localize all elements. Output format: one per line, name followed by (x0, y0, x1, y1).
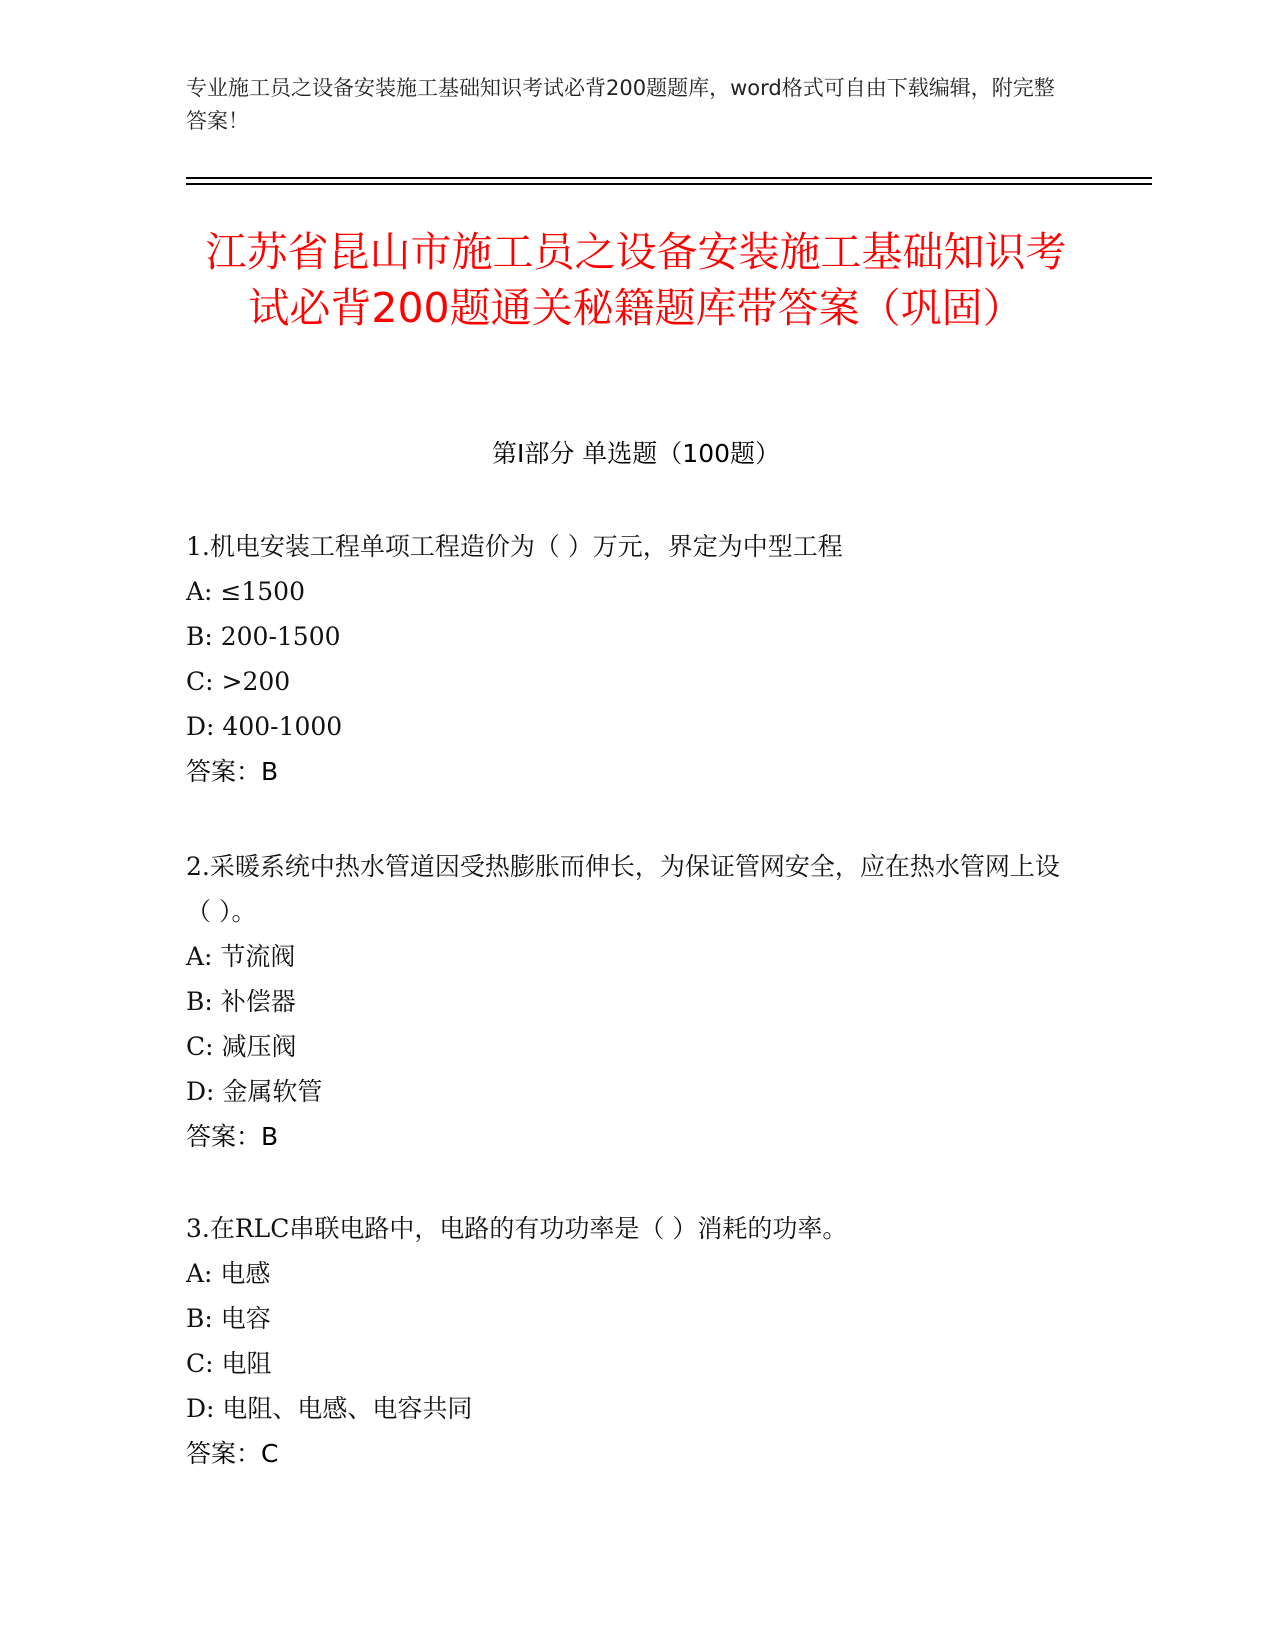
section-title: 第I部分 单选题（100题） (491, 439, 781, 468)
option-b: B: 200-1500 (186, 622, 341, 651)
option-b: B: 电容 (186, 1304, 271, 1333)
question-2 (186, 844, 1066, 1159)
header-rule-bottom (186, 183, 1152, 185)
question-stem: 1.机电安装工程单项工程造价为（ ）万元，界定为中型工程 (186, 532, 843, 561)
question-3 (186, 1206, 1066, 1476)
option-b: B: 补偿器 (186, 987, 296, 1016)
header-note: 专业施工员之设备安装施工基础知识考试必背200题题库，word格式可自由下载编辑，附完整答案！ (186, 76, 1055, 133)
answer: 答案：B (186, 1122, 279, 1151)
option-a: A: ≤1500 (186, 577, 305, 606)
question-stem: 2.采暖系统中热水管道因受热膨胀而伸长，为保证管网安全，应在热水管网上设（ ）。 (186, 852, 1060, 926)
question-1 (186, 524, 1066, 794)
header-rule-top (186, 177, 1152, 179)
document-title: 江苏省昆山市施工员之设备安装施工基础知识考试必背200题通关秘籍题库带答案（巩固） (205, 228, 1067, 332)
option-d: D: 金属软管 (186, 1077, 323, 1106)
question-stem: 3.在RLC串联电路中，电路的有功功率是（ ）消耗的功率。 (186, 1214, 848, 1243)
option-d: D: 电阻、电感、电容共同 (186, 1394, 473, 1423)
option-c: C: 电阻 (186, 1349, 272, 1378)
option-a: A: 节流阀 (186, 942, 296, 971)
answer: 答案：B (186, 757, 279, 786)
option-c: C: 减压阀 (186, 1032, 297, 1061)
option-a: A: 电感 (186, 1259, 271, 1288)
option-d: D: 400-1000 (186, 712, 343, 741)
answer: 答案：C (186, 1439, 279, 1468)
option-c: C: >200 (186, 667, 291, 696)
